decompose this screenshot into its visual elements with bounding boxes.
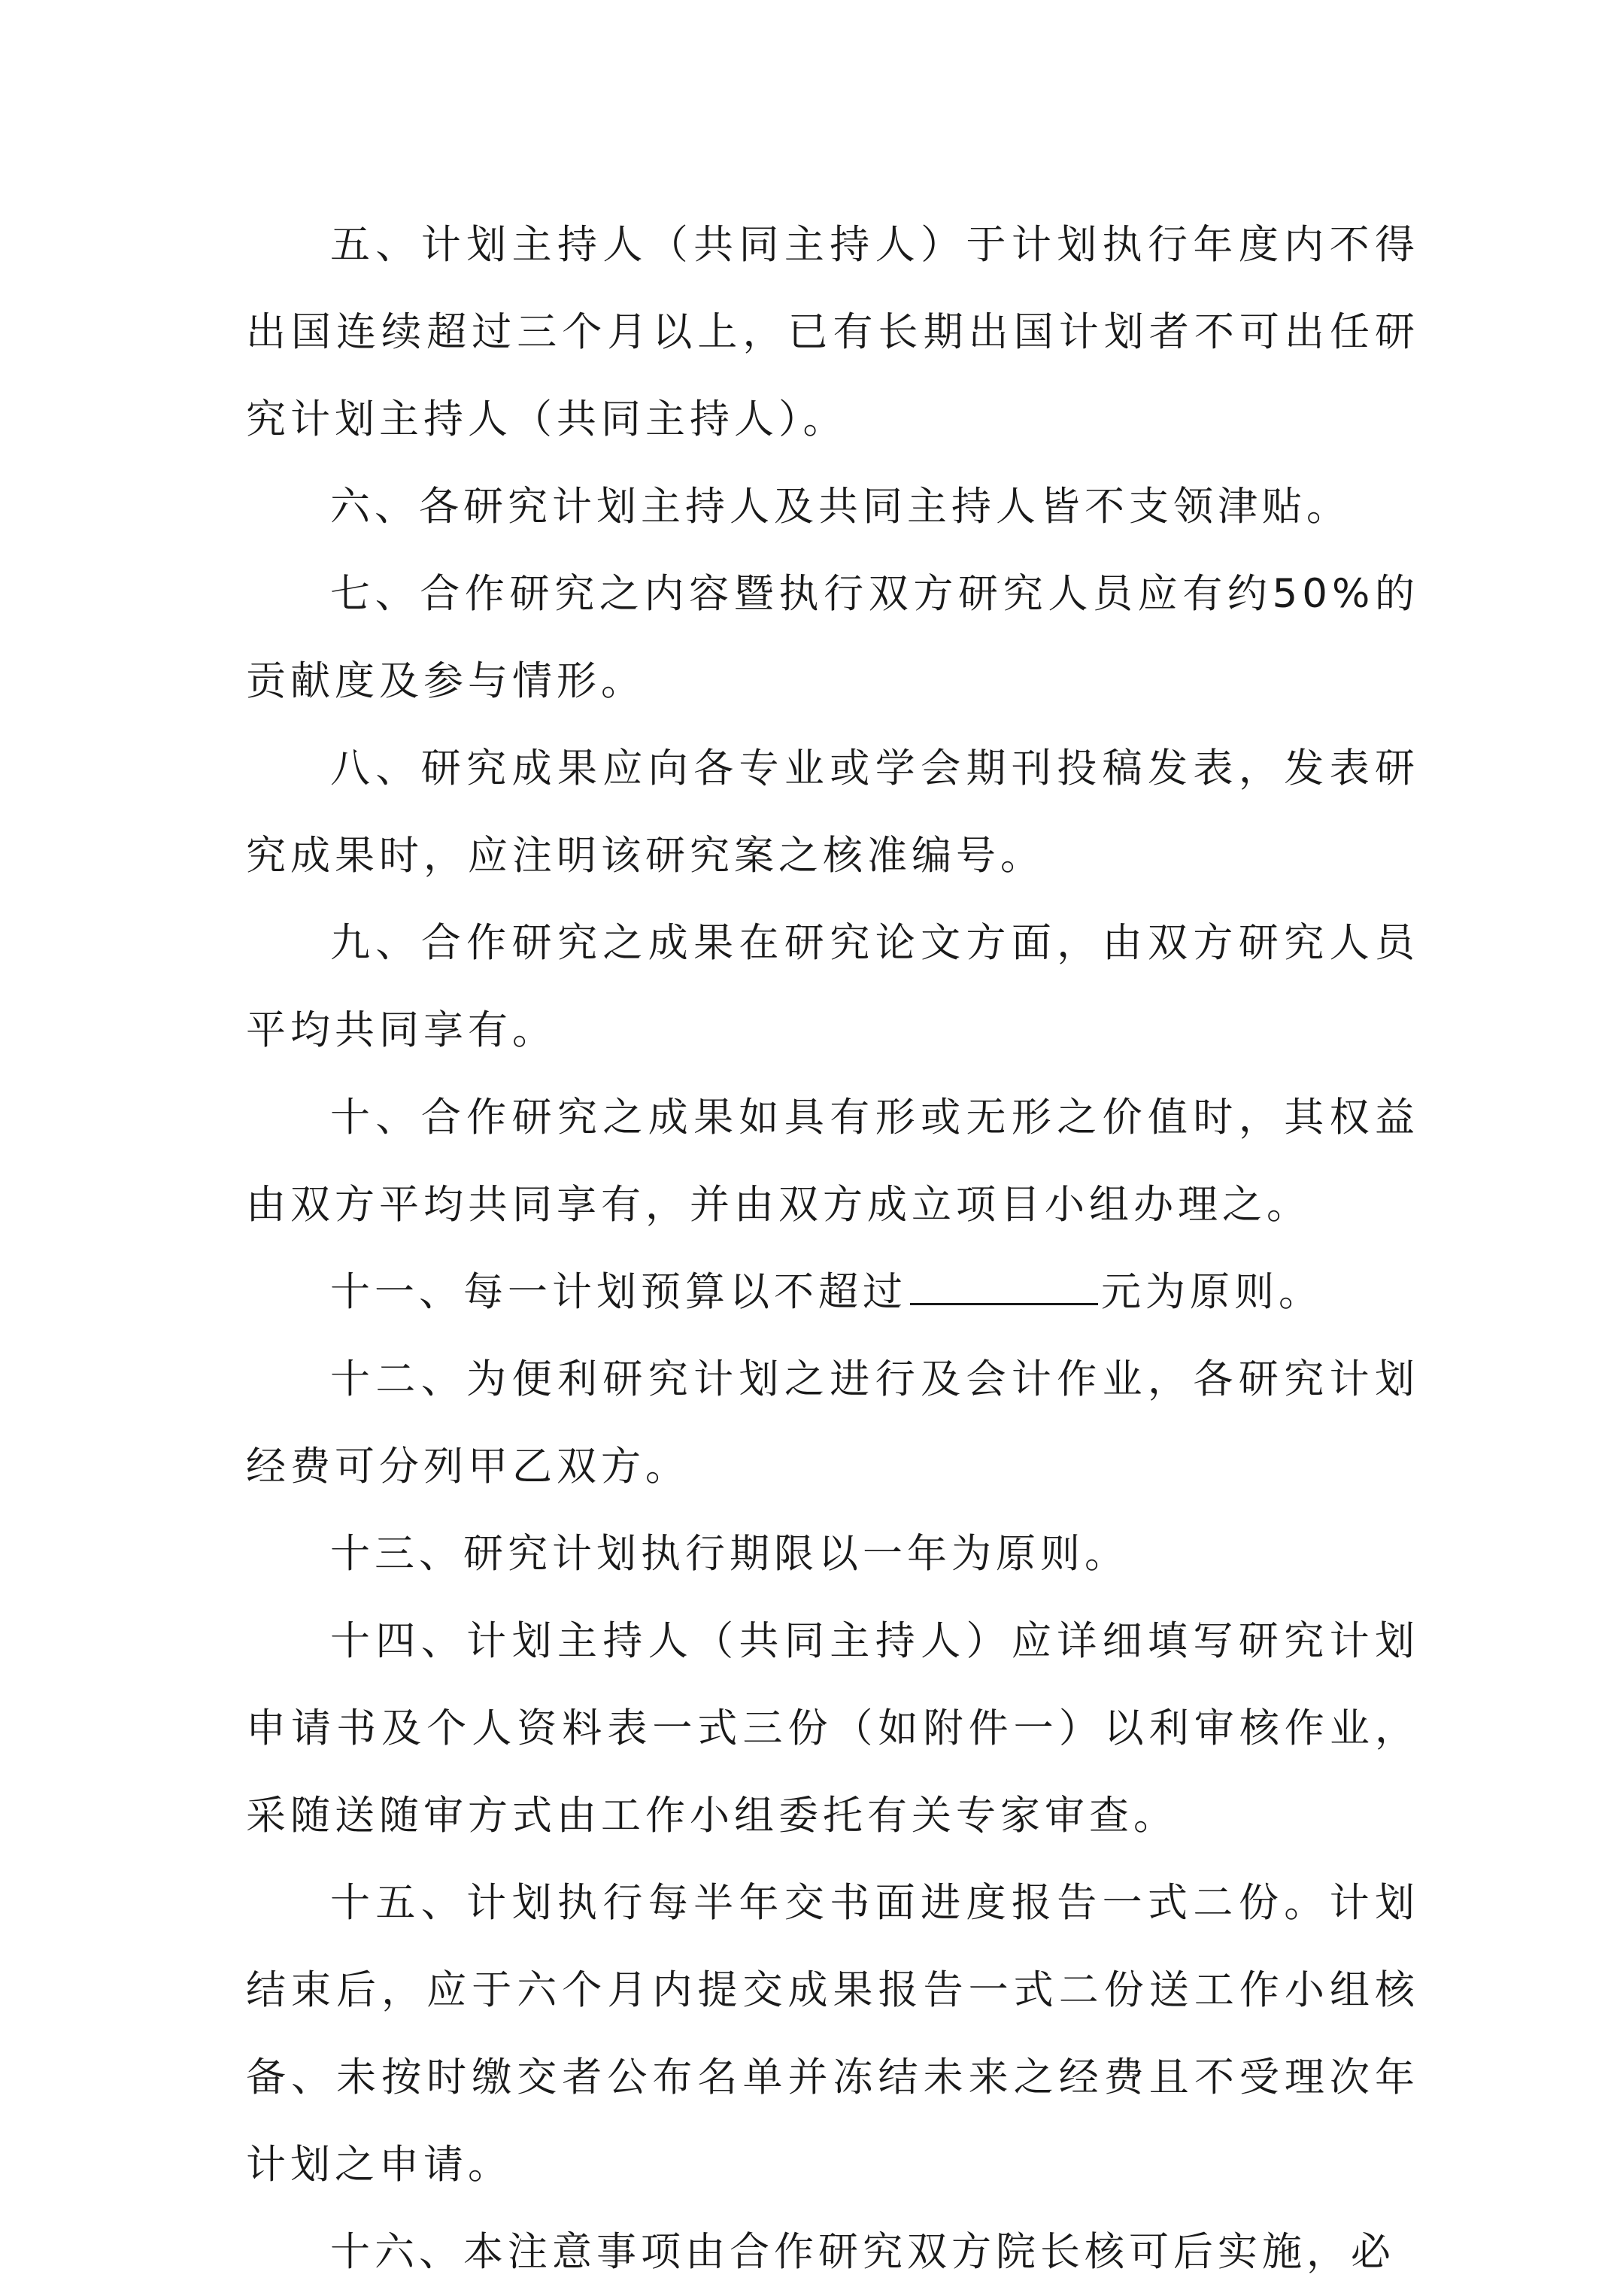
clause-11 (246, 1249, 1419, 1336)
clause-8: 八、研究成果应向各专业或学会期刊投稿发表，发表研究成果时，应注明该研究案之核准编号。 (246, 746, 1419, 879)
clause-12: 十二、为便利研究计划之进行及会计作业，各研究计划经费可分列甲乙双方。 (246, 1356, 1419, 1490)
budget-amount-blank (910, 1273, 1098, 1305)
document-body (246, 202, 1419, 2296)
clause-10: 十、合作研究之成果如具有形或无形之价值时，其权益由双方平均共同享有，并由双方成立项目小组办理之。 (246, 1095, 1419, 1228)
clause-9: 九、合作研究之成果在研究论文方面，由双方研究人员平均共同享有。 (246, 920, 1419, 1053)
clause-6: 六、各研究计划主持人及共同主持人皆不支领津贴。 (330, 484, 1351, 530)
clause-14: 十四、计划主持人（共同主持人）应详细填写研究计划申请书及个人资料表一式三份（如附件一）以利审核作业，采随送随审方式由工作小组委托有关专家审查。 (246, 1618, 1419, 1839)
clause-11-text-after: 元为原则。 (1101, 1269, 1323, 1315)
clause-7: 七、合作研究之内容暨执行双方研究人员应有约50%的贡献度及参与情形。 (246, 571, 1419, 704)
clause-16: 十六、本注意事项由合作研究双方院长核可后实施，必 (330, 2229, 1395, 2275)
clause-15: 十五、计划执行每半年交书面进度报告一式二份。计划结束后，应于六个月内提交成果报告一式二份送工作小组核备、未按时缴交者公布名单并冻结未来之经费且不受理次年计划之申请。 (246, 1880, 1419, 2188)
clause-5: 五、计划主持人（共同主持人）于计划执行年度内不得出国连续超过三个月以上，已有长期出国计划者不可出任研究计划主持人（共同主持人）。 (246, 222, 1419, 442)
clause-13: 十三、研究计划执行期限以一年为原则。 (330, 1531, 1129, 1577)
clause-11-text-before: 十一、每一计划预算以不超过 (330, 1269, 907, 1315)
